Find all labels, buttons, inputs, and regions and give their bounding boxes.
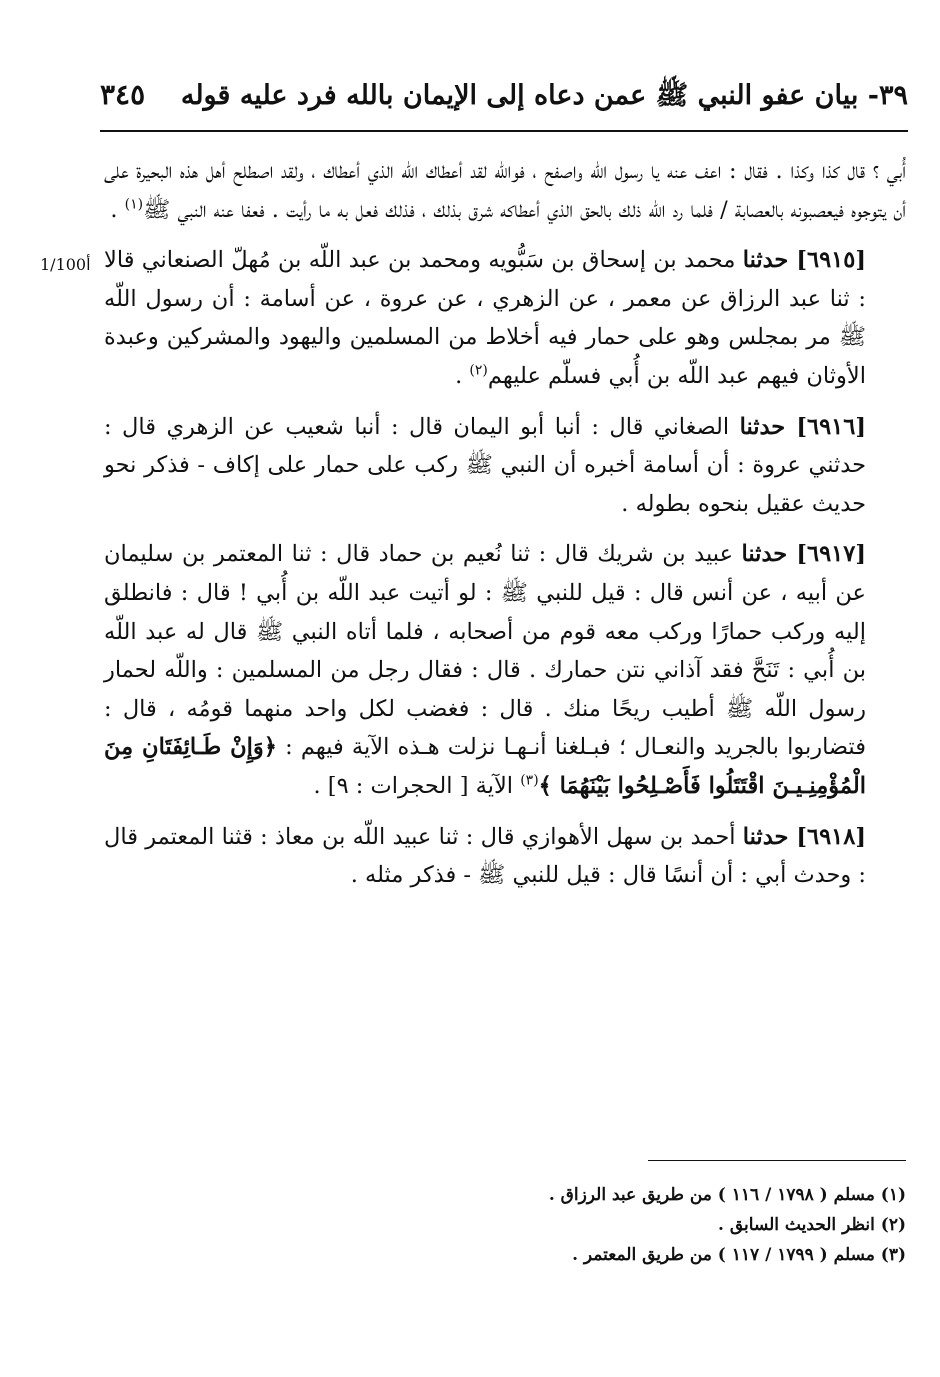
footnote-rule xyxy=(648,1160,906,1161)
hadith-number: [٦٩١٨] حدثنا xyxy=(742,823,866,850)
main-text xyxy=(104,152,906,895)
footnote-ref: (١) xyxy=(124,196,144,213)
footnotes xyxy=(104,1180,906,1270)
footnote-3: (٣) مسلم ( ١٧٩٩ / ١١٧ ) من طريق المعتمر . xyxy=(572,1245,906,1265)
paragraph-text: عبيد بن شريك قال : ثنا نُعيم بن حماد قال : ثنا المعتمر بن سليمان عن أبيه ، عن أنس قال : قيل للنبي ﷺ : لو أتيت عبد اللّه بن أُبي ! قال : فانطلق إليه وركب حمارًا وركب معه قوم من أصحابه ، فلما أتاه النبي ﷺ قال له عبد اللّه بن أُبي : تَنَحَّ فقد آذاني نتن حمارك . قال : فقال رجل من المسلمين : واللّه لحمار رسول اللّه ﷺ أطيب ريحًا منك . قال : فغضب لكل واحد منهما قومُه ، قال : فتضاربوا بالجريد والنعـال ؛ فبـلغنا أنـهـا نزلت هـذه الآية فيهم : xyxy=(104,541,866,761)
page-number: ٣٤٥ xyxy=(100,78,146,111)
hadith-6916 xyxy=(104,408,906,524)
paragraph-text: الصغاني قال : أنبا أبو اليمان قال : أنبا شعيب عن الزهري قال : حدثني عروة : أن أسامة أخبره أن النبي ﷺ ركب على حمار على إكاف - فذكر نحو حديث عقيل بنحوه بطوله . xyxy=(104,413,866,517)
footnote-ref: (٣) xyxy=(520,772,539,789)
paragraph-text: محمد بن إسحاق بن سَبُّويه ومحمد بن عبد اللّه بن مُهلّ الصنعاني قالا : ثنا عبد الرزاق عن معمر ، عن الزهري ، عن عروة ، عن أسامة : أن رسول اللّه ﷺ مر بمجلس وهو على حمار فيه أخلاط من المسلمين واليهود والمشركين وعبدة الأوثان فيهم عبد اللّه بن أُبي فسلّم عليهم xyxy=(104,247,866,389)
hadith-number: [٦٩١٧] حدثنا xyxy=(741,541,867,568)
footnote-ref: (٢) xyxy=(469,362,488,379)
paragraph-end: . xyxy=(110,196,125,223)
running-header xyxy=(100,78,908,124)
paragraph-text: أحمد بن سهل الأهوازي قال : ثنا عبيد اللّه بن معاذ : قثنا المعتمر قال : وحدث أبي : أن أنسًا قال : قيل للنبي ﷺ - فذكر مثله . xyxy=(104,823,866,889)
chapter-title: ٣٩- بيان عفو النبي ﷺ عمن دعاه إلى الإيمان بالله فرد عليه قوله xyxy=(180,80,908,111)
paragraph-end: الآية [ الحجرات : ٩] . xyxy=(313,772,521,799)
header-rule xyxy=(100,130,908,132)
footnote-1: (١) مسلم ( ١٧٩٨ / ١١٦ ) من طريق عبد الرزاق . xyxy=(548,1185,906,1205)
hadith-6917 xyxy=(104,535,906,805)
hadith-number: [٦٩١٥] حدثنا xyxy=(742,247,867,274)
paragraph-text: أُبي ؟ قال كذا وكذا . فقال : اعف عنه يا رسول اللّه واصفح ، فواللّه لقد أعطاك اللّه الذي أعطاك ، ولقد اصطلح أهل هذه البحيرة على أن يتوجوه فيعصبونه بالعصابة / فلما رد اللّه ذلك بالحق الذي أعطاكه شرق بذلك ، فذلك فعل به ما رأيت . فعفا عنه النبي ﷺ xyxy=(104,158,906,223)
margin-folio-note: 1/100أ xyxy=(40,255,91,274)
hadith-number: [٦٩١٦] حدثنا xyxy=(739,413,866,440)
paragraph-continuation xyxy=(104,152,906,229)
hadith-6915 xyxy=(104,241,906,395)
paragraph-end: . xyxy=(455,362,470,389)
hadith-6918 xyxy=(104,818,906,895)
footnote-2: (٢) انظر الحديث السابق . xyxy=(718,1215,906,1235)
quran-verse: ﴿وَإِنْ طَـائِفَتَانِ مِنَ الْمُؤْمِنِـيـنَ اقْتَتَلُوا فَأَصْـلِحُوا بَيْنَهُمَا ﴾ xyxy=(104,734,866,799)
